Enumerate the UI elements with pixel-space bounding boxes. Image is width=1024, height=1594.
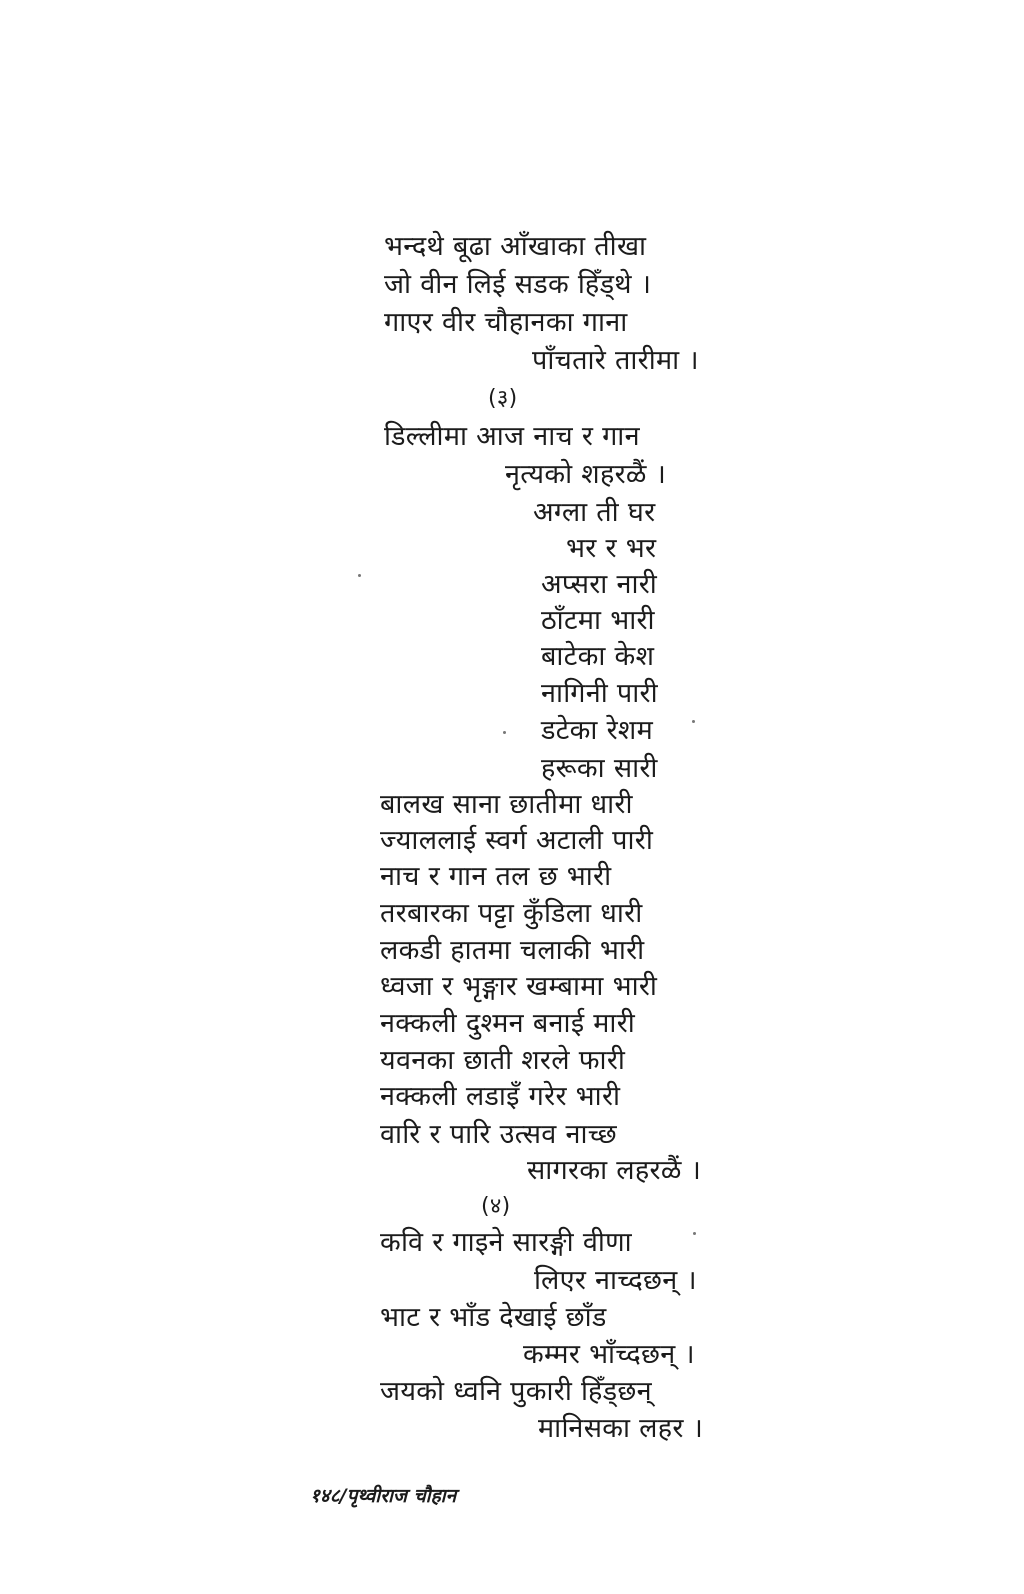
page-footer: १४८/पृथ्वीराज चौहान: [310, 1485, 457, 1507]
poem-line: पाँचतारे तारीमा ।: [532, 345, 699, 376]
poem-line: बालख साना छातीमा धारी: [380, 789, 633, 820]
poem-line: ध्वजा र भृङ्गार खम्बामा भारी: [380, 971, 658, 1002]
poem-line: सागरका लहरळैं ।: [527, 1155, 702, 1186]
poem-line: ठाँटमा भारी: [541, 605, 655, 636]
scan-speck: [358, 574, 361, 577]
section-number: (४): [481, 1194, 511, 1219]
section-number: (३): [488, 386, 518, 411]
poem-line: अग्ला ती घर: [533, 497, 656, 528]
poem-line: कम्मर भाँच्दछन् ।: [523, 1339, 695, 1370]
poem-line: डिल्लीमा आज नाच र गान: [384, 421, 640, 452]
poem-line: अप्सरा नारी: [541, 569, 658, 600]
poem-line: नक्कली दुश्मन बनाई मारी: [380, 1008, 636, 1039]
poem-line: भर र भर: [566, 533, 657, 564]
poem-line: भन्दथे बूढा आँखाका तीखा: [384, 231, 647, 262]
poem-line: हरूका सारी: [541, 753, 658, 784]
poem-line: नागिनी पारी: [541, 678, 658, 709]
scan-speck: [693, 1232, 696, 1235]
poem-line: तरबारका पट्टा कुँडिला धारी: [380, 898, 643, 929]
poem-line: जयको ध्वनि पुकारी हिँड्छन्: [380, 1376, 652, 1407]
scan-speck: [503, 731, 506, 734]
poem-line: ज्याललाई स्वर्ग अटाली पारी: [380, 825, 654, 856]
poem-line: मानिसका लहर ।: [538, 1413, 704, 1444]
scan-speck: [692, 720, 695, 723]
poem-line: बाटेका केश: [541, 641, 655, 672]
poem-line: नक्कली लडाइँ गरेर भारी: [380, 1081, 621, 1112]
poem-line: लिएर नाच्दछन् ।: [534, 1265, 697, 1296]
poem-line: नृत्यको शहरळैं ।: [505, 459, 667, 490]
poem-line: कवि र गाइने सारङ्गी वीणा: [380, 1227, 632, 1258]
poem-line: नाच र गान तल छ भारी: [380, 861, 612, 892]
poem-line: भाट र भाँड देखाई छाँड: [380, 1302, 607, 1333]
poem-line: लकडी हातमा चलाकी भारी: [380, 935, 645, 966]
poem-line: गाएर वीर चौहानका गाना: [384, 307, 628, 338]
poem-line: जो वीन लिई सडक हिँड्थे ।: [384, 269, 652, 300]
poem-line: यवनका छाती शरले फारी: [380, 1045, 626, 1076]
poem-line: वारि र पारि उत्सव नाच्छ: [380, 1119, 617, 1150]
poem-line: डटेका रेशम: [541, 715, 654, 746]
